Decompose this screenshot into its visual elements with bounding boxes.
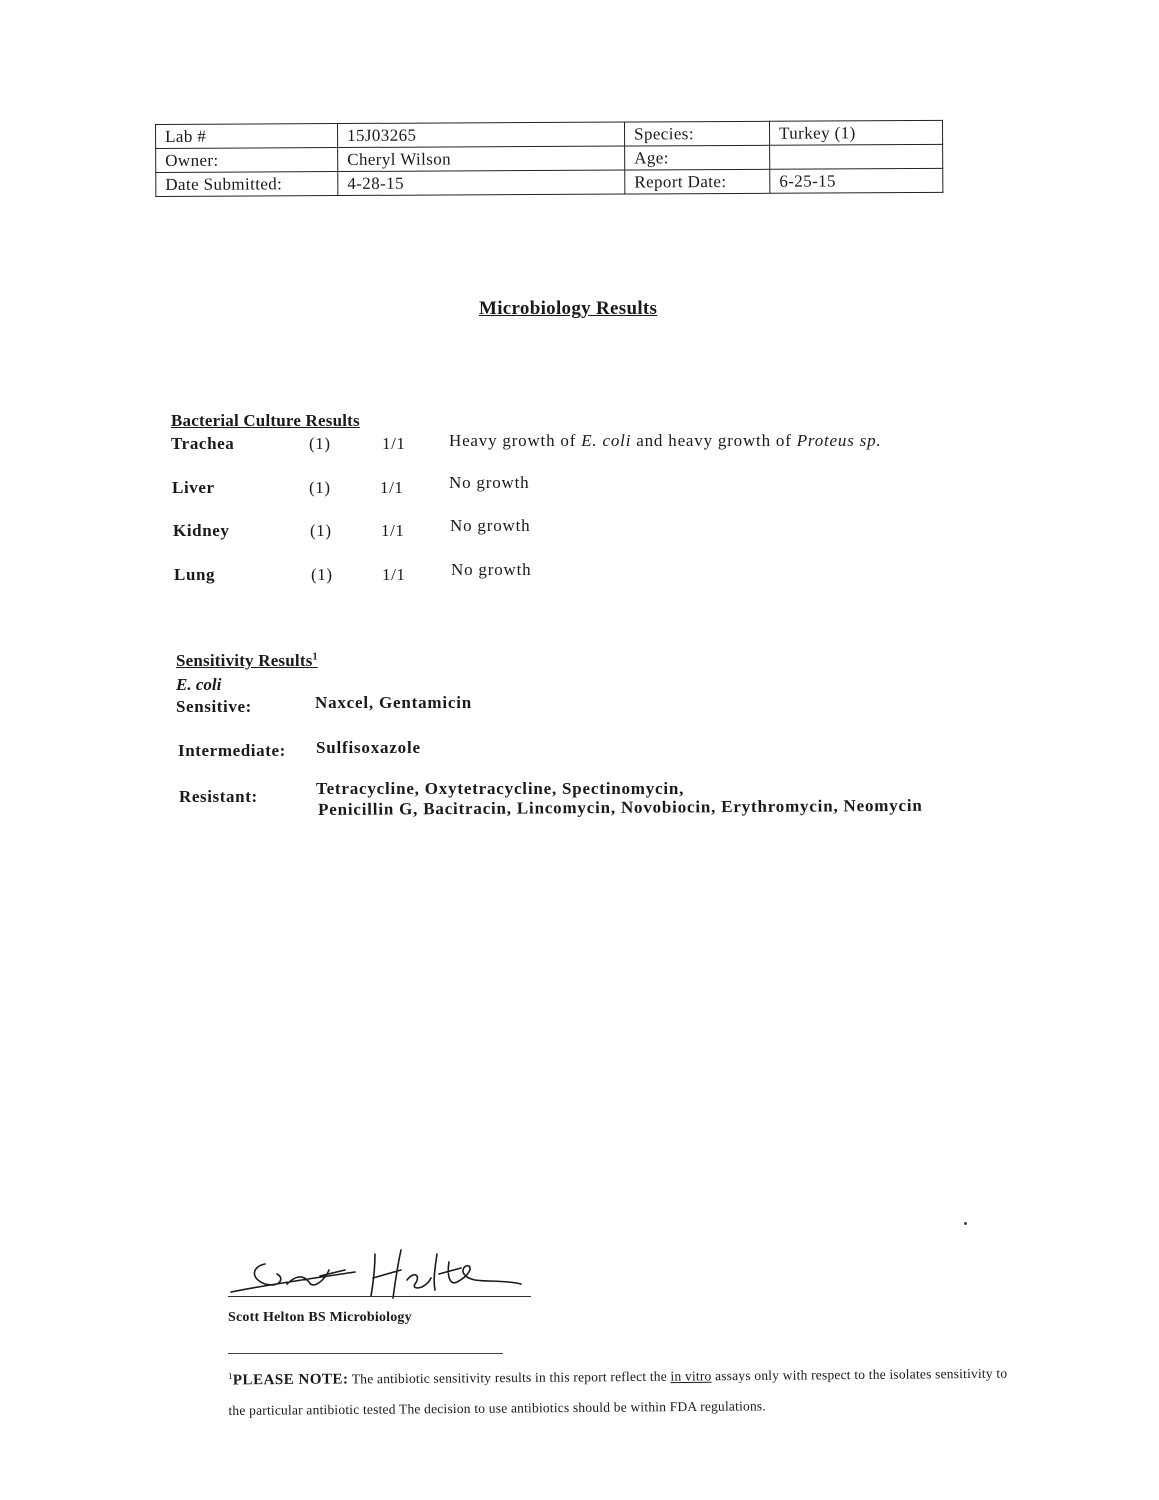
footnote bbox=[228, 1355, 1009, 1424]
date-submitted-value: 4-28-15 bbox=[338, 170, 625, 196]
signature-image bbox=[225, 1240, 525, 1302]
footnote-divider bbox=[228, 1353, 503, 1354]
culture-result: No growth bbox=[450, 516, 531, 535]
sensitive-value: Naxcel, Gentamicin bbox=[315, 693, 472, 712]
culture-result: No growth bbox=[451, 560, 532, 579]
footnote-text: The antibiotic sensitivity results in this report reflect the bbox=[348, 1368, 671, 1387]
culture-heading: Bacterial Culture Results bbox=[171, 411, 360, 430]
tissue-name: Kidney bbox=[173, 521, 230, 540]
culture-result: No growth bbox=[449, 473, 530, 492]
organism-ecoli: E. coli bbox=[581, 431, 632, 450]
tissue-name: Trachea bbox=[171, 434, 235, 453]
resistant-line-1: Tetracycline, Oxytetracycline, Spectinomycin, bbox=[316, 779, 685, 798]
sample-count: (1) bbox=[309, 434, 331, 453]
sensitivity-organism: E. coli bbox=[176, 675, 222, 694]
footnote-mark: 1 bbox=[228, 1370, 233, 1381]
age-value bbox=[770, 144, 943, 169]
date-submitted-label: Date Submitted: bbox=[156, 172, 338, 197]
report-date-label: Report Date: bbox=[625, 169, 770, 194]
sensitive-label: Sensitive: bbox=[176, 697, 252, 716]
header-table bbox=[155, 120, 943, 197]
result-text: and heavy growth of bbox=[631, 431, 797, 450]
tissue-name: Liver bbox=[172, 478, 215, 497]
culture-result bbox=[449, 431, 881, 451]
intermediate-value: Sulfisoxazole bbox=[316, 738, 421, 757]
organism-proteus: Proteus sp. bbox=[796, 431, 882, 450]
positive-ratio: 1/1 bbox=[381, 521, 405, 540]
sensitivity-heading bbox=[176, 651, 318, 671]
signature-stroke bbox=[231, 1250, 521, 1298]
signature-line bbox=[228, 1296, 531, 1297]
in-vitro-term: in vitro bbox=[670, 1368, 712, 1384]
positive-ratio: 1/1 bbox=[380, 478, 404, 497]
result-text: Heavy growth of bbox=[449, 431, 582, 450]
species-label: Species: bbox=[624, 121, 769, 146]
sample-count: (1) bbox=[311, 565, 333, 584]
footnote-label: PLEASE NOTE: bbox=[232, 1371, 349, 1389]
age-label: Age: bbox=[625, 145, 770, 170]
owner-value: Cheryl Wilson bbox=[338, 146, 625, 172]
footnote-mark: 1 bbox=[312, 651, 318, 663]
lab-value: 15J03265 bbox=[338, 122, 625, 148]
positive-ratio: 1/1 bbox=[382, 434, 406, 453]
species-value: Turkey (1) bbox=[769, 120, 942, 145]
sample-count: (1) bbox=[309, 478, 331, 497]
sample-count: (1) bbox=[310, 521, 332, 540]
lab-label: Lab # bbox=[156, 124, 338, 149]
footnote-text: assays only with respect to the isolates sensitivity to the particular antibiotic tested The decision to use antibiotics should be within FDA regulations. bbox=[228, 1365, 1008, 1418]
page-title: Microbiology Results bbox=[479, 298, 658, 319]
intermediate-label: Intermediate: bbox=[178, 741, 286, 760]
sensitivity-heading-text: Sensitivity Results bbox=[176, 651, 313, 670]
positive-ratio: 1/1 bbox=[382, 565, 406, 584]
owner-label: Owner: bbox=[156, 148, 338, 173]
scan-speck bbox=[964, 1222, 967, 1225]
signer-name: Scott Helton BS Microbiology bbox=[228, 1310, 412, 1325]
tissue-name: Lung bbox=[174, 565, 216, 584]
report-date-value: 6-25-15 bbox=[770, 168, 943, 193]
header-row-dates bbox=[156, 168, 943, 196]
resistant-label: Resistant: bbox=[179, 787, 258, 806]
resistant-line-2: Penicillin G, Bacitracin, Lincomycin, Novobiocin, Erythromycin, Neomycin bbox=[318, 795, 923, 819]
